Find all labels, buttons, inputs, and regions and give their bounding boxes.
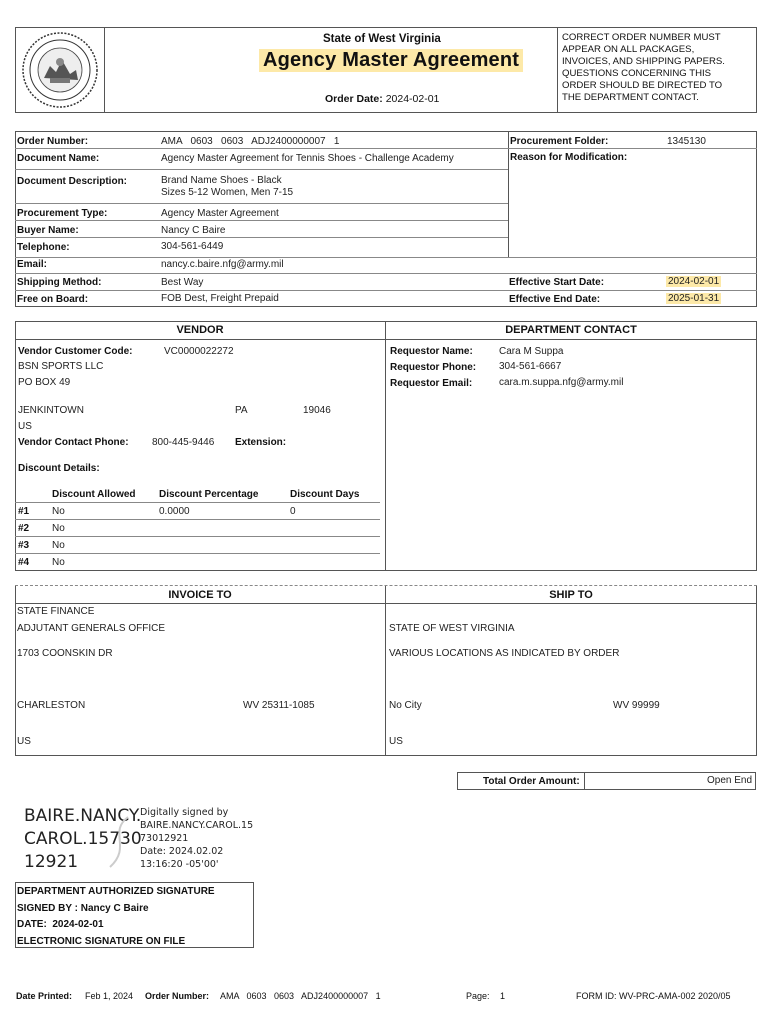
requestor-name-value: Cara M Suppa — [499, 346, 564, 357]
shipping-method-value: Best Way — [161, 277, 204, 288]
free-on-board-value: FOB Dest, Freight Prepaid — [161, 293, 279, 304]
row-divider — [15, 257, 757, 258]
signed-by: SIGNED BY : Nancy C Baire — [17, 903, 149, 914]
free-on-board-label: Free on Board: — [17, 294, 89, 305]
effective-end-label: Effective End Date: — [509, 294, 601, 305]
telephone-value: 304-561-6449 — [161, 241, 224, 252]
row-divider — [15, 169, 508, 170]
vendor-customer-code-label: Vendor Customer Code: — [18, 346, 133, 357]
row-divider — [15, 273, 757, 274]
total-divider — [584, 772, 585, 790]
ship-line-2: VARIOUS LOCATIONS AS INDICATED BY ORDER — [389, 648, 620, 659]
procurement-folder-label: Procurement Folder: — [510, 136, 609, 147]
document-description-line-2: Sizes 5-12 Women, Men 7-15 — [161, 187, 294, 198]
discount-header: Discount Days — [290, 489, 360, 500]
total-order-amount-label: Total Order Amount: — [483, 776, 580, 787]
discount-allowed: No — [52, 523, 65, 534]
signature-date: DATE: 2024-02-01 — [17, 919, 104, 930]
requestor-phone-label: Requestor Phone: — [390, 362, 477, 373]
invoice-city: CHARLESTON — [17, 700, 86, 711]
department-contact-heading: DEPARTMENT CONTACT — [505, 324, 637, 336]
row-divider — [15, 203, 508, 204]
dept-authorized-signature: DEPARTMENT AUTHORIZED SIGNATURE — [17, 886, 215, 897]
notice-line: QUESTIONS CONCERNING THIS — [562, 68, 712, 79]
email-label: Email: — [17, 259, 48, 270]
document-description-label: Document Description: — [17, 176, 128, 187]
vendor-country: US — [18, 421, 32, 432]
vendor-name: BSN SPORTS LLC — [18, 361, 104, 372]
electronic-signature-on-file: ELECTRONIC SIGNATURE ON FILE — [17, 936, 186, 947]
section-head-divider — [15, 603, 757, 604]
page-label: Page: — [466, 991, 490, 1001]
row-divider — [15, 148, 508, 149]
requestor-phone-value: 304-561-6667 — [499, 361, 562, 372]
invoice-state-zip: WV 25311-1085 — [243, 700, 315, 711]
order-date-value: 2024-02-01 — [385, 93, 440, 105]
vendor-state: PA — [235, 405, 248, 416]
signature-detail-line: BAIRE.NANCY.CAROL.15 — [140, 820, 254, 831]
row-divider — [15, 220, 508, 221]
vendor-contact-phone-label: Vendor Contact Phone: — [18, 437, 129, 448]
footer-order-number-value: AMA 0603 0603 ADJ2400000007 1 — [220, 991, 381, 1001]
procurement-type-value: Agency Master Agreement — [161, 208, 279, 219]
header-divider-2 — [557, 27, 558, 113]
buyer-name-label: Buyer Name: — [17, 225, 79, 236]
discount-percentage: 0.0000 — [159, 506, 190, 517]
total-order-amount-value: Open End — [707, 775, 753, 786]
ship-country: US — [389, 736, 403, 747]
procurement-type-label: Procurement Type: — [17, 208, 108, 219]
discount-row-number: #1 — [18, 506, 30, 517]
table-divider — [15, 502, 380, 503]
procurement-folder-value: 1345130 — [667, 136, 706, 147]
form-id: FORM ID: WV-PRC-AMA-002 2020/05 — [576, 991, 731, 1001]
ship-state-zip: WV 99999 — [613, 700, 660, 711]
signature-name-line: 12921 — [24, 852, 79, 872]
ship-to-heading: SHIP TO — [549, 589, 593, 601]
state-name: State of West Virginia — [323, 33, 441, 45]
signature-detail-line: 13:16:20 -05'00' — [140, 859, 219, 870]
ship-line-1: STATE OF WEST VIRGINIA — [389, 623, 515, 634]
invoice-ship-divider — [385, 586, 386, 756]
discount-row-number: #4 — [18, 557, 30, 568]
date-printed-value: Feb 1, 2024 — [85, 991, 134, 1001]
discount-row-number: #3 — [18, 540, 30, 551]
notice-line: INVOICES, AND SHIPPING PAPERS. — [562, 56, 725, 67]
notice-line: ORDER SHOULD BE DIRECTED TO — [562, 80, 723, 91]
invoice-line-3: 1703 COONSKIN DR — [17, 648, 113, 659]
email-value: nancy.c.baire.nfg@army.mil — [161, 259, 284, 270]
discount-header: Discount Allowed — [52, 489, 136, 500]
row-divider — [15, 290, 757, 291]
invoice-line-2: ADJUTANT GENERALS OFFICE — [17, 623, 165, 634]
vendor-heading: VENDOR — [176, 324, 224, 336]
discount-allowed: No — [52, 557, 65, 568]
notice-line: THE DEPARTMENT CONTACT. — [562, 92, 699, 103]
invoice-line-1: STATE FINANCE — [17, 606, 95, 617]
section-head-divider — [15, 339, 757, 340]
requestor-email-value: cara.m.suppa.nfg@army.mil — [499, 377, 624, 388]
order-number-label: Order Number: — [17, 136, 89, 147]
signature-detail-line: Digitally signed by — [140, 807, 229, 818]
vendor-city: JENKINTOWN — [18, 405, 84, 416]
order-date-row — [325, 93, 439, 105]
effective-end-value: 2025-01-31 — [668, 293, 720, 304]
page-number: 1 — [500, 991, 506, 1001]
order-date-label: Order Date: — [325, 93, 383, 105]
row-divider — [508, 148, 757, 149]
state-seal-icon — [20, 30, 100, 110]
table-divider — [15, 553, 380, 554]
discount-days: 0 — [290, 506, 296, 517]
vendor-address: PO BOX 49 — [18, 377, 71, 388]
discount-header: Discount Percentage — [159, 489, 259, 500]
order-info-divider — [508, 131, 509, 257]
effective-start-value: 2024-02-01 — [668, 276, 720, 287]
vendor-extension-label: Extension: — [235, 437, 287, 448]
vendor-customer-code-value: VC0000022272 — [164, 346, 234, 357]
vendor-zip: 19046 — [303, 405, 331, 416]
signature-detail-line: 73012921 — [140, 833, 189, 844]
document-name-value: Agency Master Agreement for Tennis Shoes - Challenge Academy — [161, 153, 454, 164]
document-name-label: Document Name: — [17, 153, 100, 164]
signature-detail-line: Date: 2024.02.02 — [140, 846, 224, 857]
invoice-country: US — [17, 736, 31, 747]
notice-line: CORRECT ORDER NUMBER MUST — [562, 32, 721, 43]
document-description-line-1: Brand Name Shoes - Black — [161, 175, 282, 186]
document-title: Agency Master Agreement — [259, 49, 523, 72]
effective-start-label: Effective Start Date: — [509, 277, 605, 288]
discount-allowed: No — [52, 540, 65, 551]
date-printed-label: Date Printed: — [16, 991, 73, 1001]
notice-line: APPEAR ON ALL PACKAGES, — [562, 44, 695, 55]
ship-city: No City — [389, 700, 422, 711]
shipping-method-label: Shipping Method: — [17, 277, 102, 288]
order-number-value: AMA 0603 0603 ADJ2400000007 1 — [161, 136, 340, 147]
requestor-name-label: Requestor Name: — [390, 346, 473, 357]
digital-signature-details — [140, 806, 253, 871]
invoice-to-heading: INVOICE TO — [168, 589, 232, 601]
footer-order-number-label: Order Number: — [145, 991, 210, 1001]
vendor-contact-phone-value: 800-445-9446 — [152, 437, 215, 448]
discount-row-number: #2 — [18, 523, 30, 534]
table-divider — [15, 536, 380, 537]
discount-details-label: Discount Details: — [18, 463, 100, 474]
signature-watermark-icon — [98, 812, 138, 875]
signature-name-line: BAIRE.NANCY. — [24, 806, 142, 826]
discount-allowed: No — [52, 506, 65, 517]
order-notice — [562, 32, 725, 104]
buyer-name-value: Nancy C Baire — [161, 225, 226, 236]
requestor-email-label: Requestor Email: — [390, 378, 473, 389]
row-divider — [15, 237, 508, 238]
invoice-ship-box — [15, 586, 757, 756]
table-divider — [15, 519, 380, 520]
reason-for-modification-label: Reason for Modification: — [510, 152, 628, 163]
vendor-dept-divider — [385, 321, 386, 571]
signature-name-line: CAROL.15730 — [24, 829, 142, 849]
header-divider — [104, 27, 105, 113]
telephone-label: Telephone: — [17, 242, 70, 253]
